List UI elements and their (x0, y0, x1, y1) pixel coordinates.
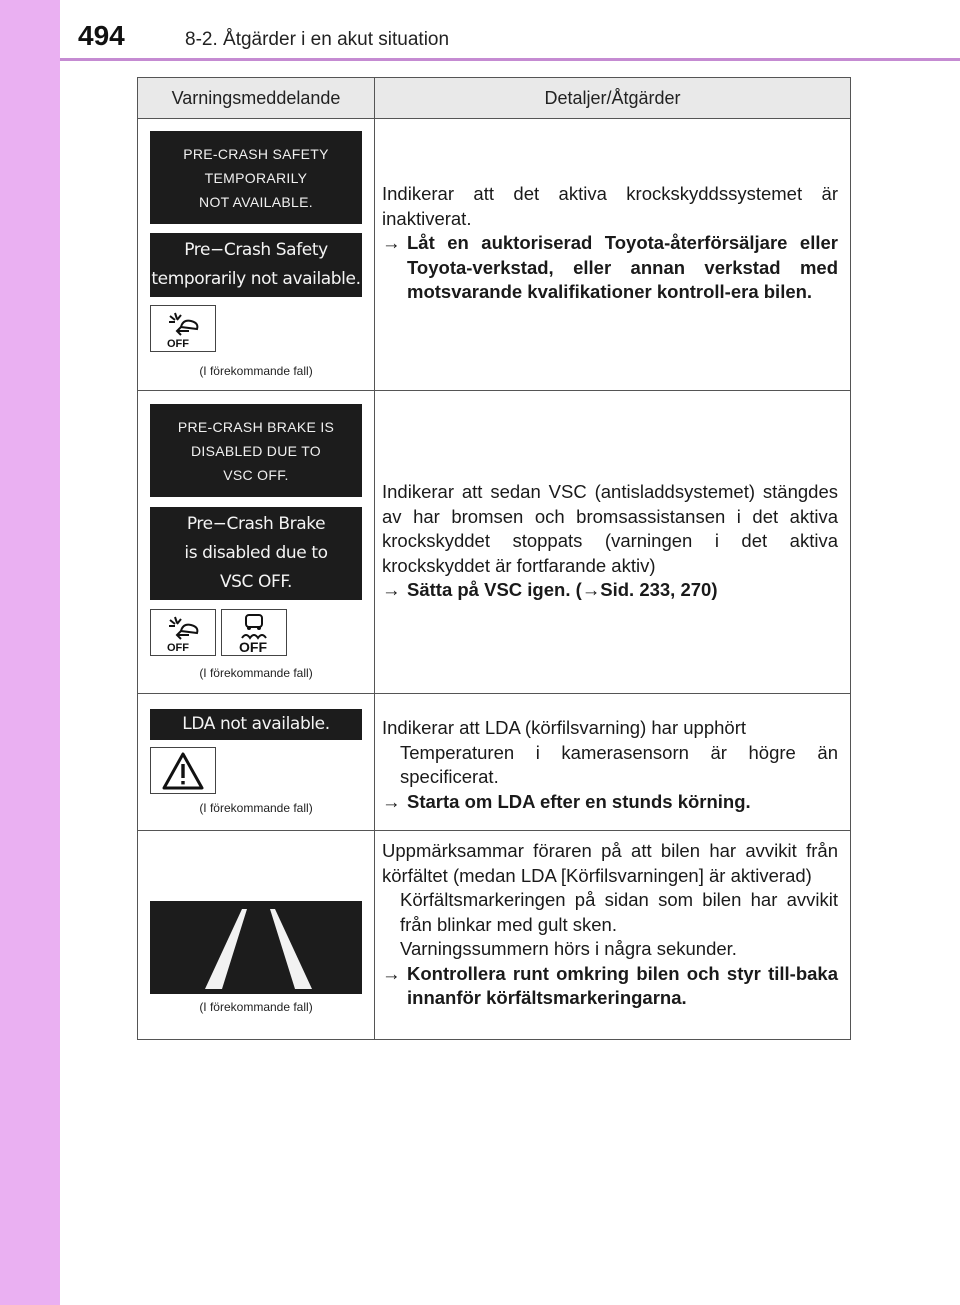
action-item (382, 578, 838, 603)
svg-text:OFF: OFF (167, 641, 189, 653)
description: Indikerar att LDA (körfilsvarning) har upphört (382, 717, 747, 738)
action-text: Sätta på VSC igen. (→Sid. 233, 270) (407, 579, 718, 600)
caption: (I förekommande fall) (199, 364, 313, 378)
warning-triangle-icon (150, 747, 216, 794)
action-item (382, 231, 838, 305)
table-row (138, 694, 851, 831)
description: Indikerar att det aktiva krockskyddssystemet är inaktiverat. (382, 183, 838, 229)
svg-text:OFF: OFF (239, 638, 267, 654)
display-panel-large (150, 709, 362, 740)
indicator-icons (150, 305, 362, 352)
message-cell (138, 391, 375, 694)
details-cell (375, 391, 851, 694)
caption: (I förekommande fall) (199, 999, 313, 1014)
page-number: 494 (78, 20, 125, 51)
details-cell (375, 694, 851, 831)
caption: (I förekommande fall) (199, 666, 313, 680)
indicator-icons (150, 747, 362, 794)
page-header (0, 0, 960, 60)
action-text: Kontrollera runt omkring bilen och styr till-baka innanför körfältsmarkeringarna. (407, 962, 838, 1008)
message-cell (138, 831, 375, 1040)
pre-crash-off-icon (150, 609, 216, 656)
column-header-message: Varningsmeddelande (138, 78, 375, 119)
arrow-icon: → (382, 579, 401, 600)
detail-item: Körfältsmarkeringen på sidan som bilen har avvikit från blinkar med gult sken. (400, 889, 838, 935)
arrow-icon: → (382, 790, 401, 812)
panel-text: Pre−Crash Brake is disabled due to VSC OFF. (184, 514, 328, 592)
arrow-icon: → (382, 962, 401, 984)
display-panel-large (150, 507, 362, 600)
lane-markings-icon (150, 901, 362, 994)
side-color-strip (0, 0, 60, 1305)
table-row (138, 831, 851, 1040)
caption: (I förekommande fall) (199, 801, 313, 815)
warning-table (137, 77, 851, 1040)
panel-text: PRE-CRASH BRAKE IS DISABLED DUE TO VSC OFF. (177, 418, 335, 483)
panel-text: LDA not available. (182, 714, 330, 734)
table-row (138, 119, 851, 391)
table-row (138, 391, 851, 694)
action-item (382, 962, 838, 1011)
details-cell (375, 831, 851, 1040)
pre-crash-off-icon (150, 305, 216, 352)
arrow-icon: → (382, 232, 401, 253)
indicator-icons (150, 609, 362, 656)
message-cell (138, 694, 375, 831)
detail-item: Varningssummern hörs i några sekunder. (400, 938, 737, 959)
description: Uppmärksammar föraren på att bilen har avvikit från körfältet (medan LDA [Körfilsvarningen] är aktiverad) (382, 840, 838, 886)
action-item (382, 790, 838, 815)
svg-text:OFF: OFF (167, 337, 189, 349)
panel-text: Pre−Crash Safety temporarily not available. (151, 240, 361, 289)
vsc-off-icon (221, 609, 287, 656)
message-cell (138, 119, 375, 391)
action-text: Låt en auktoriserad Toyota-återförsäljare eller Toyota-verkstad, eller annan verkstad med motsvarande kvalifikationer kontroll-era bilen. (407, 232, 838, 302)
section-title: 8-2. Åtgärder i en akut situation (185, 29, 450, 50)
display-panel-large (150, 233, 362, 297)
table-header-row (138, 78, 851, 119)
header-rule (60, 58, 960, 61)
panel-text: PRE-CRASH SAFETY TEMPORARILY NOT AVAILABLE. (183, 145, 329, 210)
lane-display-panel (150, 901, 362, 994)
description: Indikerar att sedan VSC (antisladdsystemet) stängdes av har bromsen och bromsassistansen i det aktiva krockskyddet stoppats (varningen i det aktiva krockskyddet är fortfarande aktiv) (382, 481, 838, 576)
details-cell (375, 119, 851, 391)
display-panel-small (150, 131, 362, 224)
detail-item: Temperaturen i kamerasensorn är högre än specificerat. (400, 741, 838, 787)
action-text: Starta om LDA efter en stunds körning. (407, 790, 751, 812)
column-header-details: Detaljer/Åtgärder (375, 78, 851, 119)
display-panel-small (150, 404, 362, 497)
